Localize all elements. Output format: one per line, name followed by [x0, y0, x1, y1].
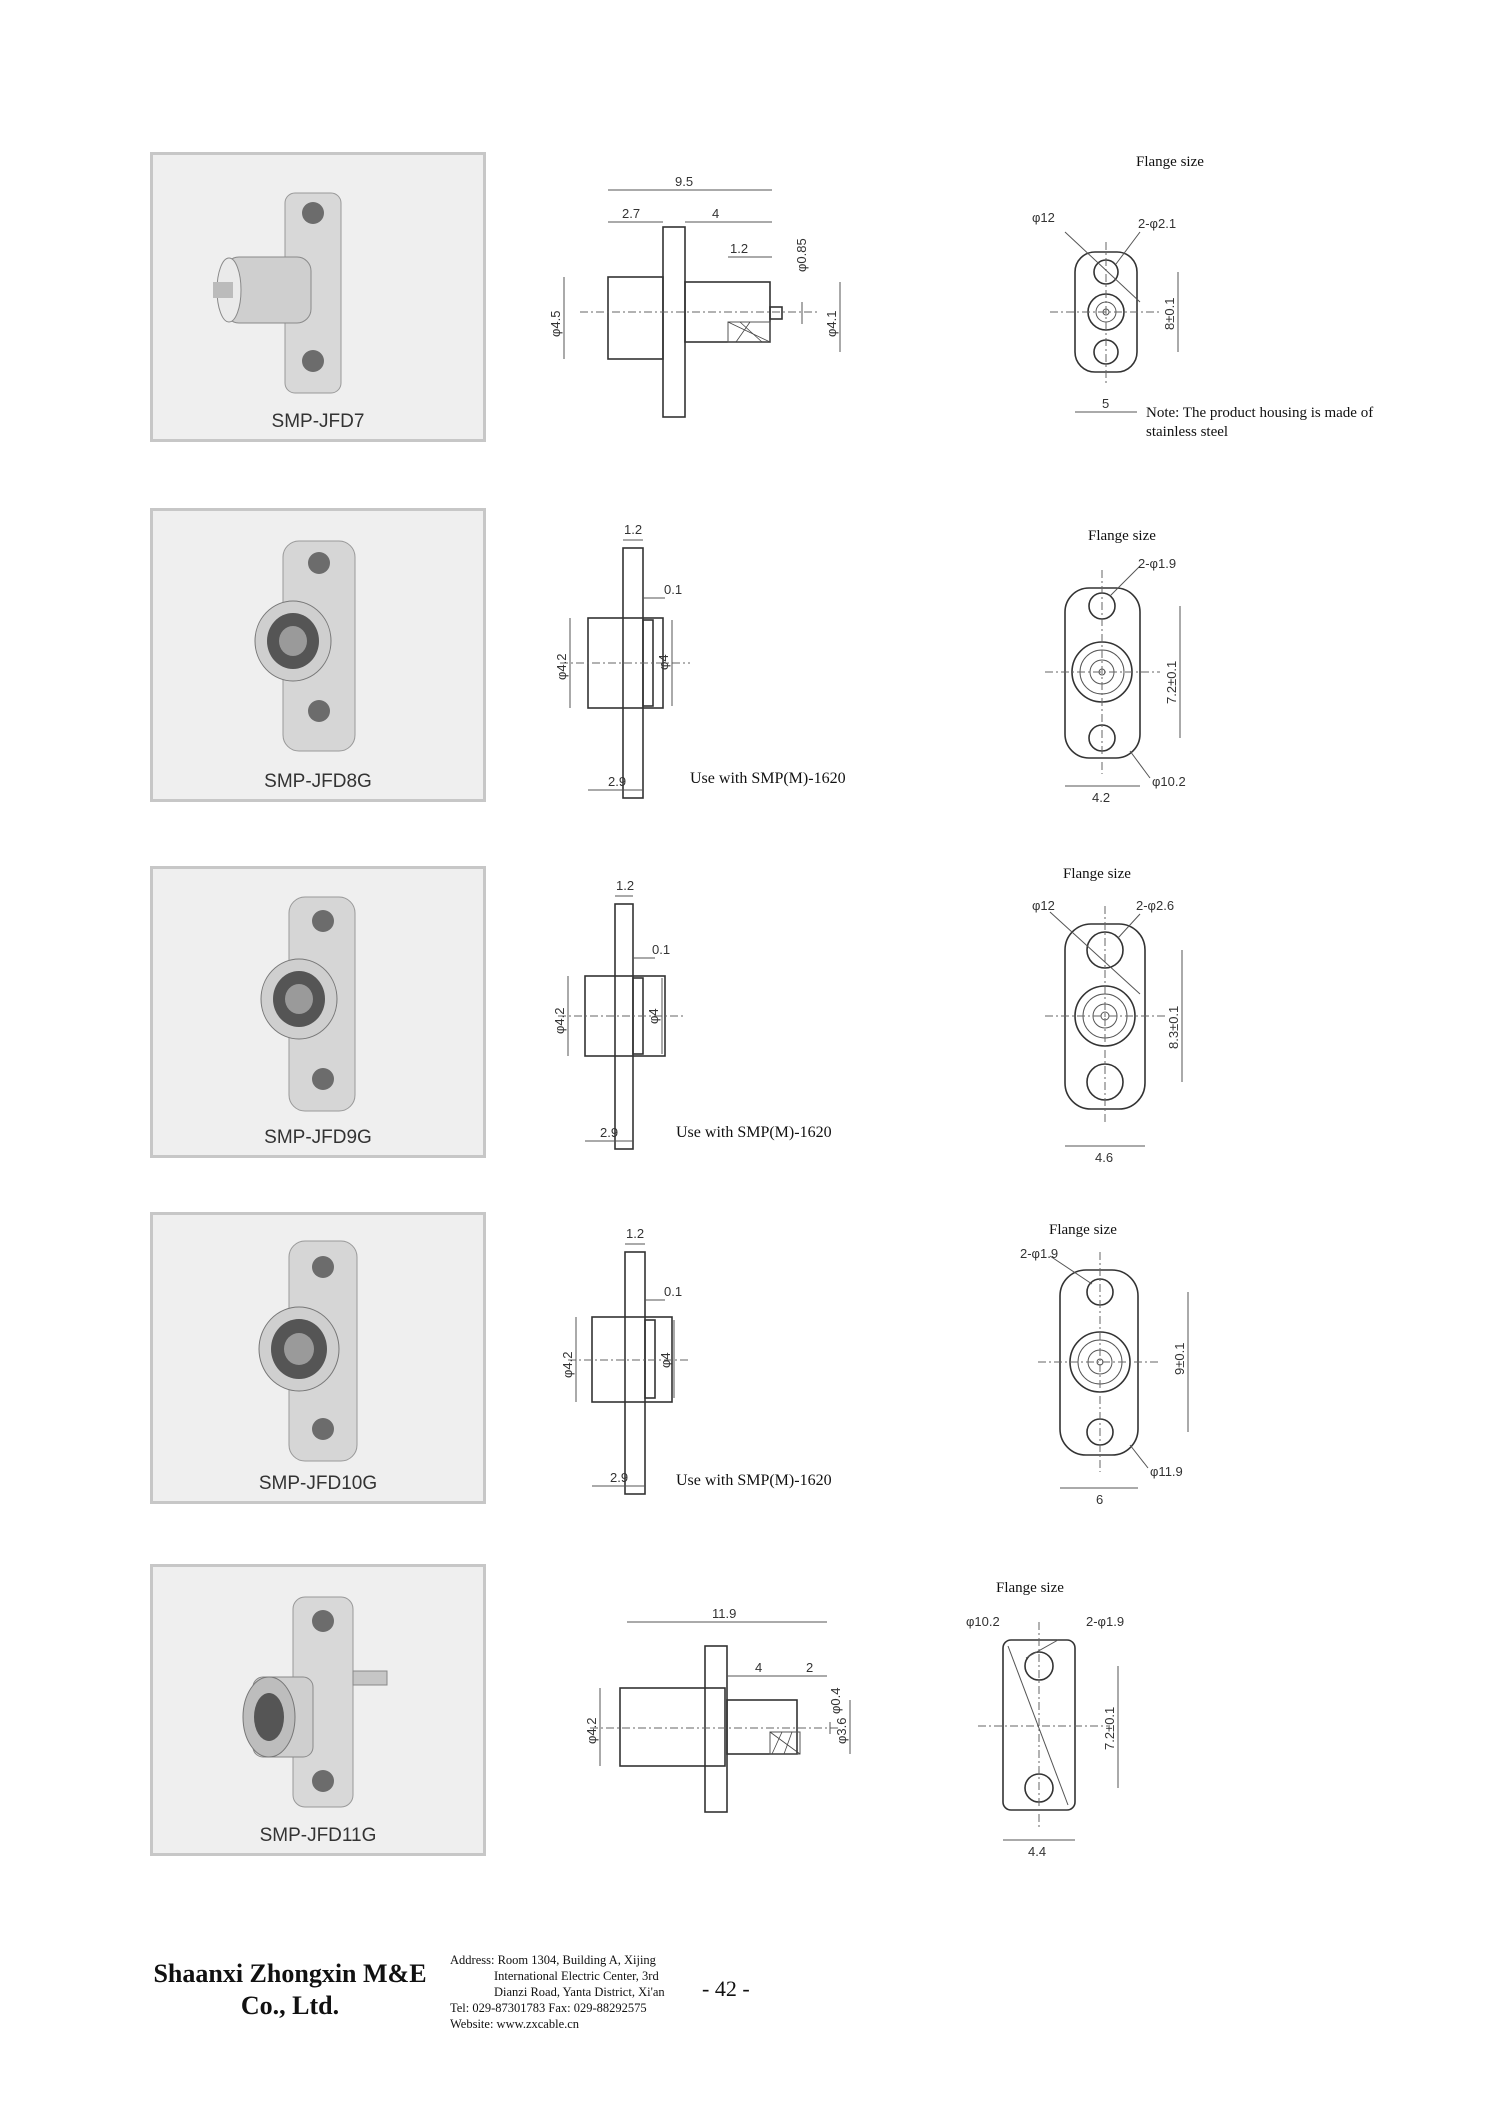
dim-label: 5 [1102, 396, 1110, 411]
dim-label: 1.2 [626, 1226, 645, 1241]
dim-label: 2-φ1.9 [1138, 556, 1177, 571]
contact-line: Tel: 029-87301783 Fax: 029-88292575 [450, 2001, 647, 2015]
dim-label: 2-φ1.9 [1086, 1614, 1125, 1629]
dim-label: φ0.4 [828, 1687, 843, 1714]
product-row-smp-jfd10g [0, 1212, 1493, 1512]
side-dimension-drawing [540, 1212, 910, 1512]
dim-label: 2.9 [600, 1125, 619, 1140]
dim-label: 2-φ1.9 [1020, 1246, 1059, 1261]
dim-label: φ4.5 [548, 310, 563, 337]
page-number: - 42 - [702, 1976, 750, 2001]
dim-label: 0.1 [652, 942, 671, 957]
product-row-smp-jfd7 [0, 152, 1493, 452]
product-row-smp-jfd9g [0, 866, 1493, 1166]
product-photo [150, 1212, 486, 1504]
connector-photo-illustration [153, 1215, 483, 1501]
dim-label: φ10.2 [1152, 774, 1186, 789]
flange-caption: Flange size [1063, 866, 1131, 882]
dim-label: 11.9 [712, 1606, 737, 1621]
dim-label: 1.2 [624, 522, 643, 537]
dim-label: 2 [806, 1660, 814, 1675]
flange-caption: Flange size [1136, 154, 1204, 170]
dim-label: 2-φ2.1 [1138, 216, 1177, 231]
product-photo [150, 508, 486, 802]
dim-label: φ4.2 [554, 653, 569, 680]
side-dimension-drawing [540, 152, 910, 452]
dim-label: φ4.2 [560, 1351, 575, 1378]
dim-label: 4.4 [1028, 1844, 1047, 1859]
product-name: SMP-JFD10G [258, 1473, 378, 1494]
dim-label: φ4.2 [552, 1007, 567, 1034]
dim-label: 1.2 [616, 878, 635, 893]
product-name: SMP-JFD9G [264, 1127, 372, 1148]
product-name: SMP-JFD11G [259, 1825, 377, 1846]
dim-label: 2.9 [610, 1470, 629, 1485]
dim-label: φ11.9 [1150, 1464, 1183, 1479]
flange-caption: Flange size [1088, 528, 1156, 544]
flange-caption: Flange size [996, 1580, 1064, 1596]
dim-label: 7.2±0.1 [1164, 660, 1179, 704]
connector-photo-illustration [153, 155, 483, 439]
dim-label: φ4 [658, 1352, 673, 1368]
product-photo [150, 866, 486, 1158]
dim-label: 9±0.1 [1172, 1342, 1187, 1375]
product-name: SMP-JFD7 [271, 411, 365, 432]
flange-dimension-drawing [1010, 546, 1370, 846]
use-with-note: Use with SMP(M)-1620 [676, 1124, 832, 1141]
dim-label: φ3.6 [834, 1717, 849, 1744]
website-line: Website: www.zxcable.cn [450, 2017, 580, 2031]
product-row-smp-jfd8g [0, 508, 1493, 808]
dim-label: 0.1 [664, 582, 683, 597]
address-line: Dianzi Road, Yanta District, Xi'an [494, 1985, 665, 1999]
dim-label: 4.6 [1095, 1150, 1114, 1165]
dim-label: 7.2±0.1 [1102, 1706, 1117, 1750]
product-photo [150, 1564, 486, 1856]
dim-label: 9.5 [675, 174, 694, 189]
dim-label: φ0.85 [794, 238, 809, 272]
dim-label: 2.7 [622, 206, 641, 221]
use-with-note: Use with SMP(M)-1620 [676, 1472, 832, 1489]
dim-label: φ4 [646, 1008, 661, 1024]
address-line: International Electric Center, 3rd [494, 1969, 659, 1983]
dim-label: 2.9 [608, 774, 627, 789]
product-name: SMP-JFD8G [264, 771, 372, 792]
dim-label: 6 [1096, 1492, 1104, 1507]
dim-label: 8.3±0.1 [1166, 1005, 1181, 1049]
use-with-note: Use with SMP(M)-1620 [690, 770, 846, 787]
side-dimension-drawing [540, 1564, 910, 1864]
dim-label: 4.2 [1092, 790, 1111, 805]
dim-label: φ4.2 [584, 1717, 599, 1744]
connector-photo-illustration [153, 869, 483, 1155]
flange-dimension-drawing [958, 1600, 1318, 1900]
dim-label: 8±0.1 [1162, 297, 1177, 330]
flange-dimension-drawing [1010, 1240, 1370, 1540]
dim-label: φ4 [656, 654, 671, 670]
side-dimension-drawing [540, 508, 910, 808]
flange-caption: Flange size [1049, 1222, 1117, 1238]
company-name: Shaanxi Zhongxin M&E Co., Ltd. [153, 1959, 427, 2020]
connector-photo-illustration [153, 1567, 483, 1853]
company-address [450, 1952, 690, 2032]
dim-label: φ10.2 [966, 1614, 1000, 1629]
product-photo [150, 152, 486, 442]
connector-photo-illustration [153, 511, 483, 799]
dim-label: 4 [712, 206, 720, 221]
dim-label: φ12 [1032, 898, 1055, 913]
product-row-smp-jfd11g [0, 1564, 1493, 1864]
dim-label: 2-φ2.6 [1136, 898, 1175, 913]
product-note: Note: The product housing is made of stainless steel [1146, 405, 1374, 440]
dim-label: φ12 [1032, 210, 1055, 225]
dim-label: 4 [755, 1660, 763, 1675]
dim-label: 0.1 [664, 1284, 683, 1299]
side-dimension-drawing [540, 866, 910, 1166]
address-line: Address: Room 1304, Building A, Xijing [450, 1953, 656, 1967]
flange-dimension-drawing [1010, 884, 1370, 1184]
dim-label: 1.2 [730, 241, 749, 256]
dim-label: φ4.1 [824, 310, 839, 337]
